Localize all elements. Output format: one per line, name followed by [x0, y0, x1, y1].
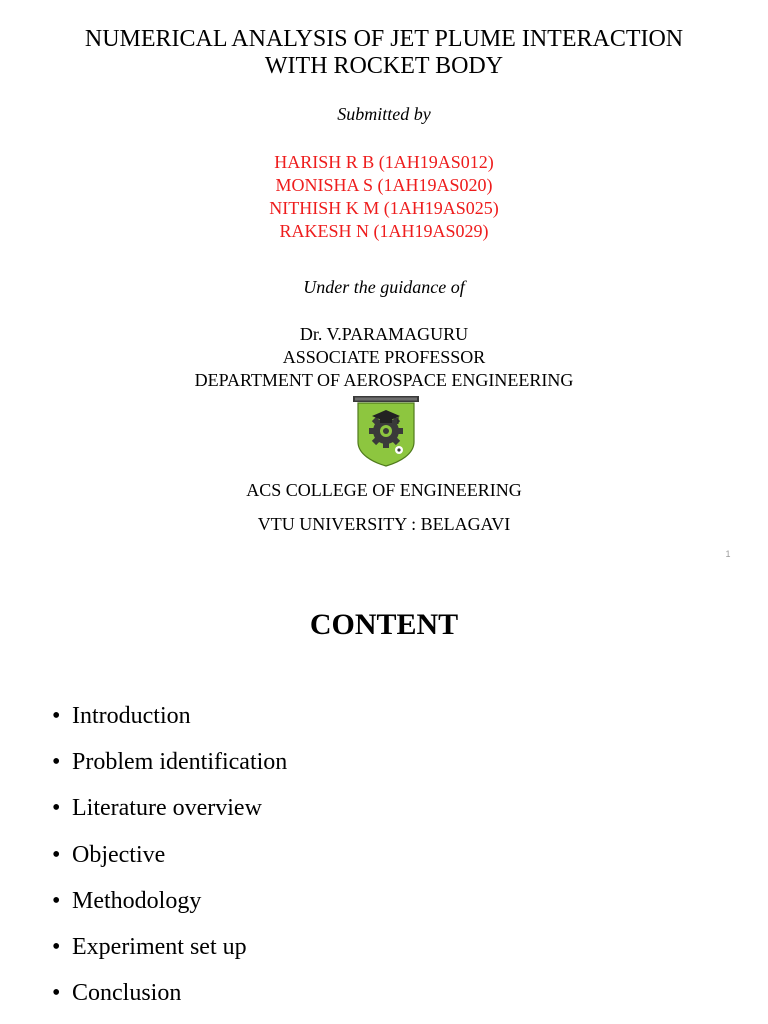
- guidance-label: Under the guidance of: [303, 277, 465, 297]
- list-item-label: Problem identification: [72, 749, 288, 776]
- list-item: [52, 698, 287, 744]
- title-line-1: NUMERICAL ANALYSIS OF JET PLUME INTERACTION: [84, 26, 684, 52]
- list-item: [52, 975, 287, 1021]
- content-list: [52, 698, 287, 1021]
- guide-info: [0, 323, 768, 392]
- page-number: 1: [725, 549, 731, 559]
- list-item: [52, 837, 287, 883]
- list-item-label: Methodology: [72, 887, 202, 914]
- bullet-icon: •: [52, 703, 61, 729]
- university-name: VTU UNIVERSITY : BELAGAVI: [257, 514, 511, 534]
- college-name: ACS COLLEGE OF ENGINEERING: [246, 480, 522, 500]
- bullet-icon: •: [52, 887, 61, 914]
- list-item-label: Objective: [72, 841, 166, 868]
- submitted-by-label: Submitted by: [337, 104, 431, 124]
- content-heading: CONTENT: [309, 608, 459, 641]
- college-logo-icon: [352, 394, 420, 468]
- guide-department: DEPARTMENT OF AEROSPACE ENGINEERING: [194, 370, 574, 390]
- bullet-icon: •: [52, 841, 61, 868]
- student-name: MONISHA S (1AH19AS020): [275, 175, 493, 195]
- list-item-label: Conclusion: [72, 980, 182, 1007]
- guide-name: Dr. V.PARAMAGURU: [299, 324, 469, 344]
- student-list: [0, 151, 768, 243]
- list-item-label: Experiment set up: [72, 933, 247, 960]
- list-item: [52, 929, 287, 975]
- guide-title: ASSOCIATE PROFESSOR: [282, 347, 486, 367]
- student-name: HARISH R B (1AH19AS012): [274, 152, 494, 172]
- content-slide: [0, 570, 768, 1024]
- student-name: NITHISH K M (1AH19AS025): [269, 198, 499, 218]
- student-name: RAKESH N (1AH19AS029): [279, 221, 489, 241]
- bullet-icon: •: [52, 795, 61, 822]
- project-title: [0, 26, 768, 80]
- list-item-label: Literature overview: [72, 795, 262, 822]
- list-item: [52, 790, 287, 836]
- bullet-icon: •: [52, 933, 61, 960]
- bullet-icon: •: [52, 980, 61, 1007]
- bullet-icon: •: [52, 749, 61, 776]
- title-line-2: WITH ROCKET BODY: [264, 53, 504, 79]
- list-item-label: Introduction: [72, 703, 191, 729]
- list-item: [52, 744, 287, 790]
- list-item: [52, 883, 287, 929]
